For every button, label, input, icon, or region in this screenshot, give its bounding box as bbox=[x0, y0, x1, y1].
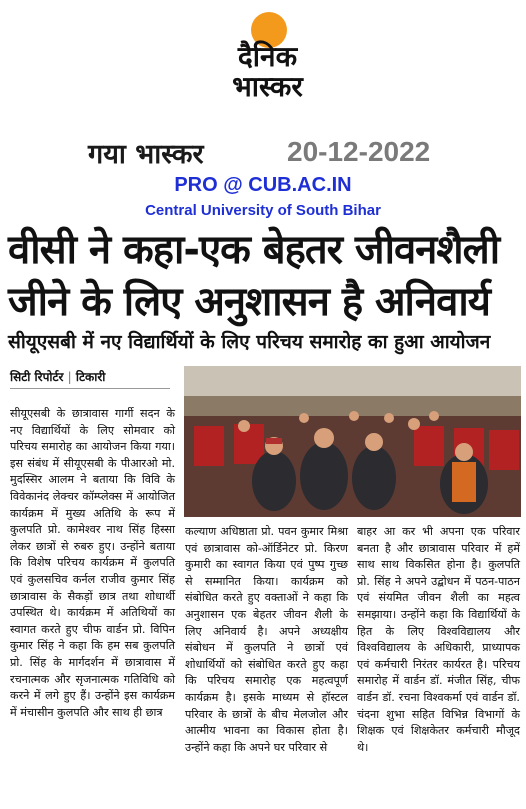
column-2-text: कल्याण अधिष्ठाता प्रो. पवन कुमार मिश्रा एवं छात्रावास को-ऑर्डिनेटर प्रो. किरण कुमारी का स्वागत किया एवं पुष्प गुच्छ से सम्मानित किया। कार्यक्रम को संबोधित करते हुए वक्ताओं ने कहा कि अनुशासन एक बेहतर जीवन शैली के लिए अनिवार्य है। अपने अध्यक्षीय संबोधन में कुलपति ने छात्रों एवं शोधार्थियों को संबोधित करते हुए कहा कि परिचय समारोह एक महत्वपूर्ण कार्यक्रम है। इसके माध्यम से हॉस्टल परिवार के छात्रों के बीच मेलजोल और आत्मीय भावना का विकास होता है। उन्होंने कहा कि अपने घर परिवार से bbox=[185, 525, 348, 754]
newspaper-logo bbox=[205, 42, 330, 102]
article-column-3 bbox=[357, 524, 520, 756]
article-column-2 bbox=[185, 524, 348, 756]
column-3-text: बाहर आ कर भी अपना एक परिवार बनता है और छात्रावास परिवार में हमें साथ साथ विकसित होना है। कुलपति प्रो. सिंह ने अपने उद्बोधन में पठन-पाठन एवं संयमित जीवन शैली का महत्व समझाया। उन्होंने कहा कि विद्यार्थियों के हित के लिए विश्वविद्यालय और विश्वविद्यालय के अधिकारी, प्राध्यापक एवं कर्मचारी निरंतर कार्यरत है। परिचय समारोह में वार्डन डॉ. मंजीत सिंह, चीफ वार्डन डॉ. रचना विश्वकर्मा एवं वार्डन डॉ. चंदना शुभा सहित विभिन्न विभागों के शिक्षक एवं शिक्षकेतर कर्मचारी मौजूद थे। bbox=[357, 525, 520, 754]
masthead bbox=[0, 0, 526, 125]
article-column-1 bbox=[10, 406, 175, 721]
subheadline: सीयूएसबी में नए विद्यार्थियों के लिए परिचय समारोह का हुआ आयोजन bbox=[8, 331, 491, 353]
university-stamp: Central University of South Bihar bbox=[145, 202, 381, 219]
byline bbox=[10, 368, 170, 389]
logo-line2: भास्कर bbox=[232, 70, 303, 103]
pro-stamp: PRO @ CUB.AC.IN bbox=[174, 174, 352, 196]
headline-line1: वीसी ने कहा-एक बेहतर जीवनशैली bbox=[8, 227, 500, 273]
byline-separator: | bbox=[67, 370, 72, 384]
byline-place: टिकारी bbox=[75, 370, 106, 384]
headline-line2: जीने के लिए अनुशासन है अनिवार्य bbox=[8, 279, 490, 325]
headline bbox=[8, 224, 523, 328]
column-1-text: सीयूएसबी के छात्रावास गार्गी सदन के नए विद्यार्थियों के लिए सोमवार को परिचय समारोह का आयोजन किया गया। इस संबंध में सीयूएसबी के पीआरओ मो. मुदस्सिर आलम ने बताया कि विवि के विवेकानंद लेक्चर कॉम्प्लेक्स में आयोजित कार्यक्रम में मुख्य अतिथि के रूप में कुलपति प्रो. कामेश्वर नाथ सिंह हिस्सा लेकर छात्रों से रुबरु हुए। उन्होंने बताया कि विशेष परिचय कार्यक्रम में कुलपति एवं कुलसचिव कर्नल राजीव कुमार सिंह छात्रावास के सैकड़ों छात्र तथा शोधार्थी उपस्थित थे। कार्यक्रम में अतिथियों का स्वागत करते हुए चीफ वार्डन प्रो. विपिन कुमार सिंह ने कहा कि हम सब कुलपति प्रो. सिंह के मार्गदर्शन में छात्रावास में रचनात्मक और सृजनात्मक गतिविधि को करने में लगे हुए हैं। उन्होंने इस कार्यक्रम में मंचासीन कुलपति और साथ ही छात्र bbox=[10, 407, 175, 719]
audience-photo-illustration bbox=[184, 366, 521, 517]
edition-date: 20-12-2022 bbox=[287, 136, 431, 167]
event-photo bbox=[184, 366, 521, 517]
byline-reporter: सिटी रिपोर्टर bbox=[10, 370, 64, 384]
logo-line1: दैनिक bbox=[237, 40, 298, 73]
edition-name: गया भास्कर bbox=[88, 139, 204, 170]
